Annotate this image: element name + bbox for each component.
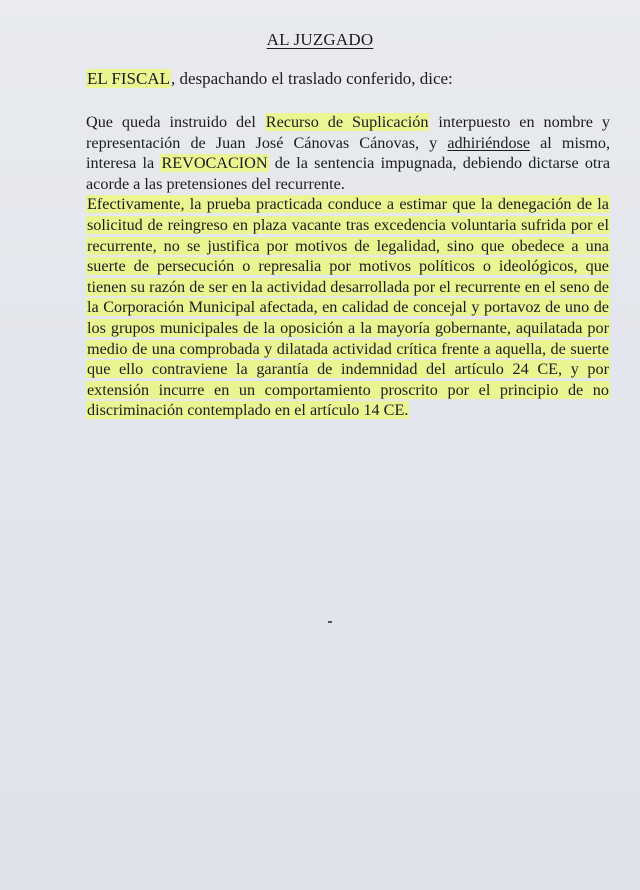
- intro-line: [86, 69, 453, 89]
- p1-text-b: interpuesto en nombre y representación de Juan José Cánovas Cánovas, y: [86, 113, 611, 152]
- ink-speck: [328, 621, 332, 623]
- heading-text: AL JUZGADO: [266, 30, 374, 49]
- intro-text: , despachando el traslado conferido, dice:: [170, 69, 453, 88]
- p1-text-c: al mismo, interesa la: [86, 133, 610, 173]
- p2-highlighted-text: Efectivamente, la prueba practicada conduce a estimar que la denegación de la solicitud de reingreso en plaza vacante tras excedencia voluntaria sufrida por el recurrente, no se justifica por motivos de legalidad, sino que obedece a una suerte de persecución o represalia por motivos políticos o ideológicos, que tienen su razón de ser en la actividad desarrollada por el recurrente en el seno de la Corporación Municipal afectada, en calidad de concejal y portavoz de uno de los grupos municipales de la oposición a la mayoría gobernante, aquilatada por medio de una comprobada y dilatada actividad crítica frente a aquella, de suerte que ello contraviene la garantía de indemnidad del artículo 24 CE, y por extensión incurre en un comportamiento proscrito por el principio de no discriminación contemplado en el artículo 14 CE.: [87, 195, 609, 420]
- fiscal-label: EL FISCAL: [87, 69, 170, 88]
- p1-highlight-revocacion: REVOCACION: [161, 154, 268, 173]
- document-body: [86, 112, 610, 421]
- p1-highlight-recurso: Recurso de Suplicación: [265, 113, 429, 131]
- p1-text-d: de la sentencia impugnada, debiendo dictarse otra acorde a las pretensiones del recurrente.: [86, 154, 610, 193]
- paragraph-2: [86, 194, 610, 421]
- paragraph-1: [86, 112, 610, 194]
- p1-underline-adhiriendose: adhiriéndose: [447, 133, 531, 152]
- document-heading: [0, 30, 640, 50]
- p1-text-a: Que queda instruido del: [86, 113, 265, 131]
